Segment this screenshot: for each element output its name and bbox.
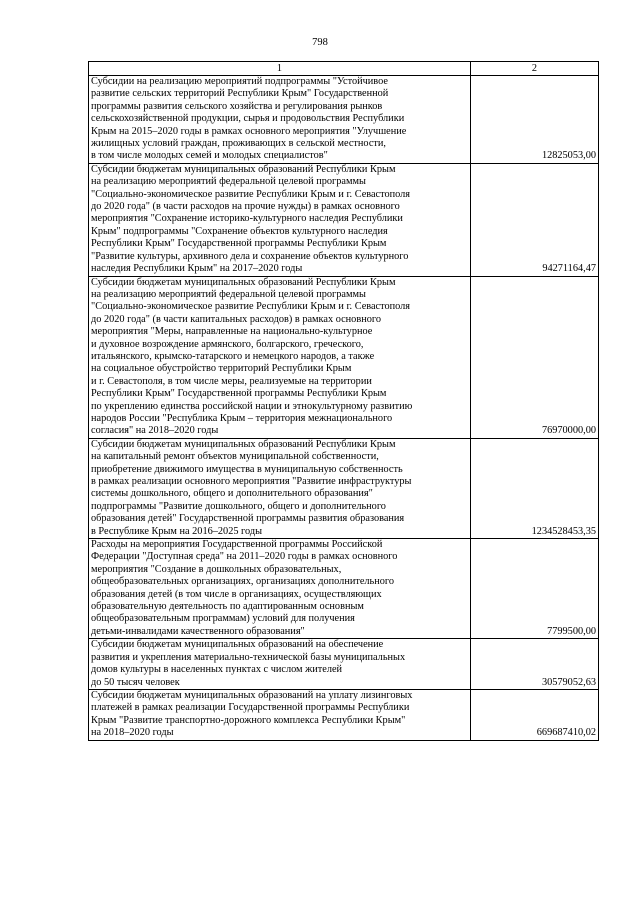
row-description: Расходы на мероприятия Государственной программы Российской Федерации "Доступная среда" на 2011–2020 годы в рамках основного мероприятия "Создание в дошкольных образовательных, общеобразовательных организациях, организациях дополнительного образования детей (в том числе в организациях, осуществляющих образовательную деятельность по адаптированным основным общеобразовательным программам) условий для получения детьми-инвалидами качественного образования" [89, 539, 471, 639]
row-amount: 94271164,47 [471, 163, 599, 276]
row-amount: 669687410,02 [471, 689, 599, 740]
row-description: Субсидии бюджетам муниципальных образований Республики Крым на капитальный ремонт объектов муниципальной собственности, приобретение движимого имущества в муниципальную собственность в рамках реализации основного мероприятия "Развитие инфраструктуры системы дошкольного, общего и дополнительного образования" подпрограммы "Развитие дошкольного, общего и дополнительного образования детей" Государственной программы развития образования в Республике Крым на 2016–2025 годы [89, 438, 471, 538]
subsidies-table [88, 61, 599, 741]
table-header-row [89, 62, 599, 76]
row-description: Субсидии бюджетам муниципальных образований Республики Крым на реализацию мероприятий федеральной целевой программы "Социально-экономическое развитие Республики Крым и г. Севастополя до 2020 года" (в части расходов на прочие нужды) в рамках основного мероприятия "Сохранение историко-культурного наследия Республики Крым" подпрограммы "Сохранение объектов культурного наследия Республики Крым" Государственной программы Республики Крым "Развитие культуры, архивного дела и сохранение объектов культурного наследия Республики Крым" на 2017–2020 годы [89, 163, 471, 276]
row-amount: 76970000,00 [471, 276, 599, 438]
row-amount: 12825053,00 [471, 76, 599, 164]
page-number: 798 [312, 37, 328, 48]
row-description: Субсидии бюджетам муниципальных образований на обеспечение развития и укрепления материально-технической базы муниципальных домов культуры в населенных пунктах с числом жителей до 50 тысяч человек [89, 639, 471, 690]
table-row [89, 276, 599, 438]
row-amount: 30579052,63 [471, 639, 599, 690]
table-row [89, 539, 599, 639]
row-description: Субсидии бюджетам муниципальных образований на уплату лизинговых платежей в рамках реализации Государственной программы Республики Крым "Развитие транспортно-дорожного комплекса Республики Крым" на 2018–2020 годы [89, 689, 471, 740]
table-row [89, 438, 599, 538]
table-row [89, 689, 599, 740]
row-description: Субсидии на реализацию мероприятий подпрограммы "Устойчивое развитие сельских территорий Республики Крым" Государственной программы развития сельского хозяйства и регулирования рынков сельскохозяйственной продукции, сырья и продовольствия Республики Крым на 2015–2020 годы в рамках основного мероприятия "Улучшение жилищных условий граждан, проживающих в сельской местности, в том числе молодых семей и молодых специалистов" [89, 76, 471, 164]
row-amount: 1234528453,35 [471, 438, 599, 538]
table-row [89, 163, 599, 276]
column-header-2: 2 [471, 62, 599, 76]
table-row [89, 639, 599, 690]
row-description: Субсидии бюджетам муниципальных образований Республики Крым на реализацию мероприятий федеральной целевой программы "Социально-экономическое развитие Республики Крым и г. Севастополя до 2020 года" (в части капитальных расходов) в рамках основного мероприятия "Меры, направленные на национально-культурное и духовное возрождение армянского, болгарского, греческого, итальянского, крымско-татарского и немецкого народов, а также на социальное обустройство территорий Республики Крым и г. Севастополя, в том числе меры, реализуемые на территории Республики Крым" Государственной программы Республики Крым по укреплению единства российской нации и этнокультурному развитию народов России "Республика Крым – территория межнационального согласия" на 2018–2020 годы [89, 276, 471, 438]
table-row [89, 76, 599, 164]
column-header-1: 1 [89, 62, 471, 76]
row-amount: 7799500,00 [471, 539, 599, 639]
